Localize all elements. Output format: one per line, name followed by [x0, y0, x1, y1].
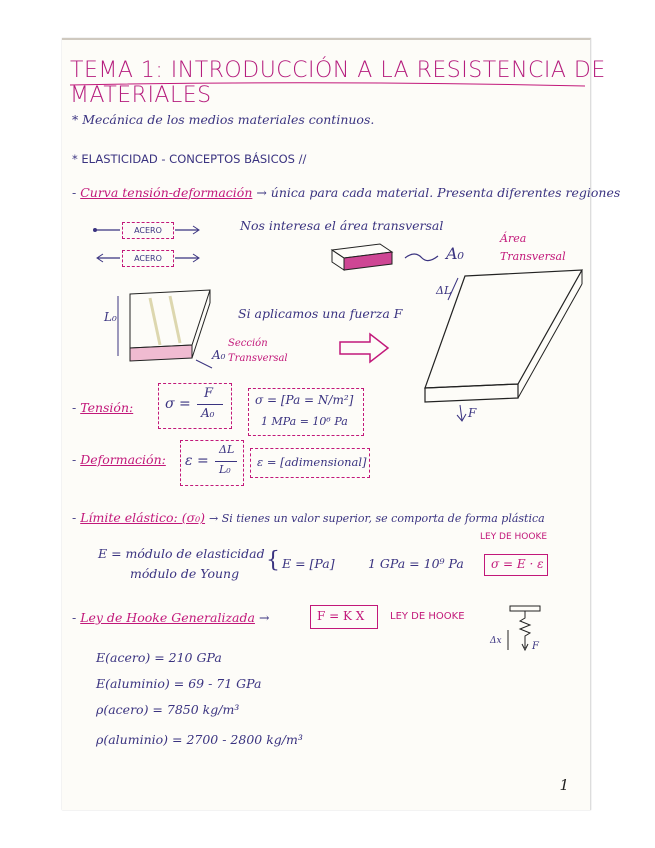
modulo-line1: E = módulo de elasticidad	[98, 546, 265, 561]
deformacion-label: Deformación:	[80, 452, 166, 467]
value-rho-aluminio: ρ(aluminio) = 2700 - 2800 kg/m³	[96, 732, 303, 747]
modulo-units: E = [Pa]	[282, 556, 335, 571]
deformacion-num: ΔL	[219, 443, 235, 456]
seccion-label: Sección Transversal	[228, 338, 288, 364]
limite-label: Límite elástico: (σ₀)	[80, 510, 206, 525]
acero-label-2: ACERO	[134, 254, 162, 263]
l0-label: L₀	[104, 310, 117, 324]
deformacion-den: L₀	[219, 463, 231, 476]
curva-rest: → única para cada material. Presenta diferentes regiones	[256, 185, 621, 200]
ley-gen-label: Ley de Hooke Generalizada	[80, 610, 255, 625]
tension-row: - Tensión:	[72, 400, 134, 415]
curva-title: Curva tensión-deformación	[80, 185, 253, 200]
limite-row: - Límite elástico: (σ₀) → Si tienes un valor superior, se comporta de forma plástica	[72, 510, 545, 525]
ley-gen-row: - Ley de Hooke Generalizada →	[72, 610, 270, 625]
hooke-formula: σ = E · ε	[491, 557, 544, 571]
f-label-slab: F	[468, 406, 477, 420]
interesa-text: Nos interesa el área transversal	[240, 218, 444, 233]
limite-rest: → Si tienes un valor superior, se comporta de forma plástica	[209, 512, 545, 525]
aplicamos-text: Si aplicamos una fuerza F	[238, 306, 403, 321]
value-rho-acero: ρ(acero) = 7850 kg/m³	[96, 702, 240, 717]
delta-l-label: ΔL	[436, 284, 452, 297]
value-e-acero: E(acero) = 210 GPa	[96, 650, 222, 665]
spring-dx: Δx	[490, 636, 502, 646]
tension-den: A₀	[201, 406, 215, 420]
page-title: TEMA 1: INTRODUCCIÓN A LA RESISTENCIA DE MATERIALES	[70, 58, 606, 108]
bullet-curva: - Curva tensión-deformación → única para cada material. Presenta diferentes regiones	[72, 185, 621, 200]
bullet-mecanica: * Mecánica de los medios materiales continuos.	[72, 112, 375, 127]
modulo-brace: {	[266, 548, 280, 573]
deformacion-units: ε = [adimensional]	[257, 455, 367, 469]
area-transversal-label: Área Transversal	[500, 232, 566, 263]
spring-f: F	[532, 641, 539, 652]
deformacion-lhs: ε =	[185, 453, 209, 469]
value-e-aluminio: E(aluminio) = 69 - 71 GPa	[96, 676, 262, 691]
ley-gen-formula: F = K X	[317, 609, 365, 623]
deformacion-row: - Deformación:	[72, 452, 166, 467]
bullet-elasticidad: * ELASTICIDAD - CONCEPTOS BÁSICOS //	[72, 152, 307, 166]
hooke-note-2: LEY DE HOOKE	[390, 611, 465, 622]
tension-units: σ = [Pa = N/m²]	[255, 393, 354, 407]
modulo-gpa: 1 GPa = 10⁹ Pa	[368, 556, 464, 571]
tension-lhs: σ =	[165, 396, 191, 412]
modulo-line2: módulo de Young	[130, 566, 240, 581]
a0-left: A₀	[212, 348, 226, 362]
acero-label-1: ACERO	[134, 226, 162, 235]
hooke-note-1: LEY DE HOOKE	[480, 532, 548, 542]
tension-num: F	[204, 386, 214, 401]
a0-right: A₀	[446, 244, 464, 263]
tension-label: Tensión:	[80, 400, 134, 415]
page-number: 1	[559, 776, 569, 794]
tension-mpa: 1 MPa = 10⁶ Pa	[261, 415, 348, 428]
